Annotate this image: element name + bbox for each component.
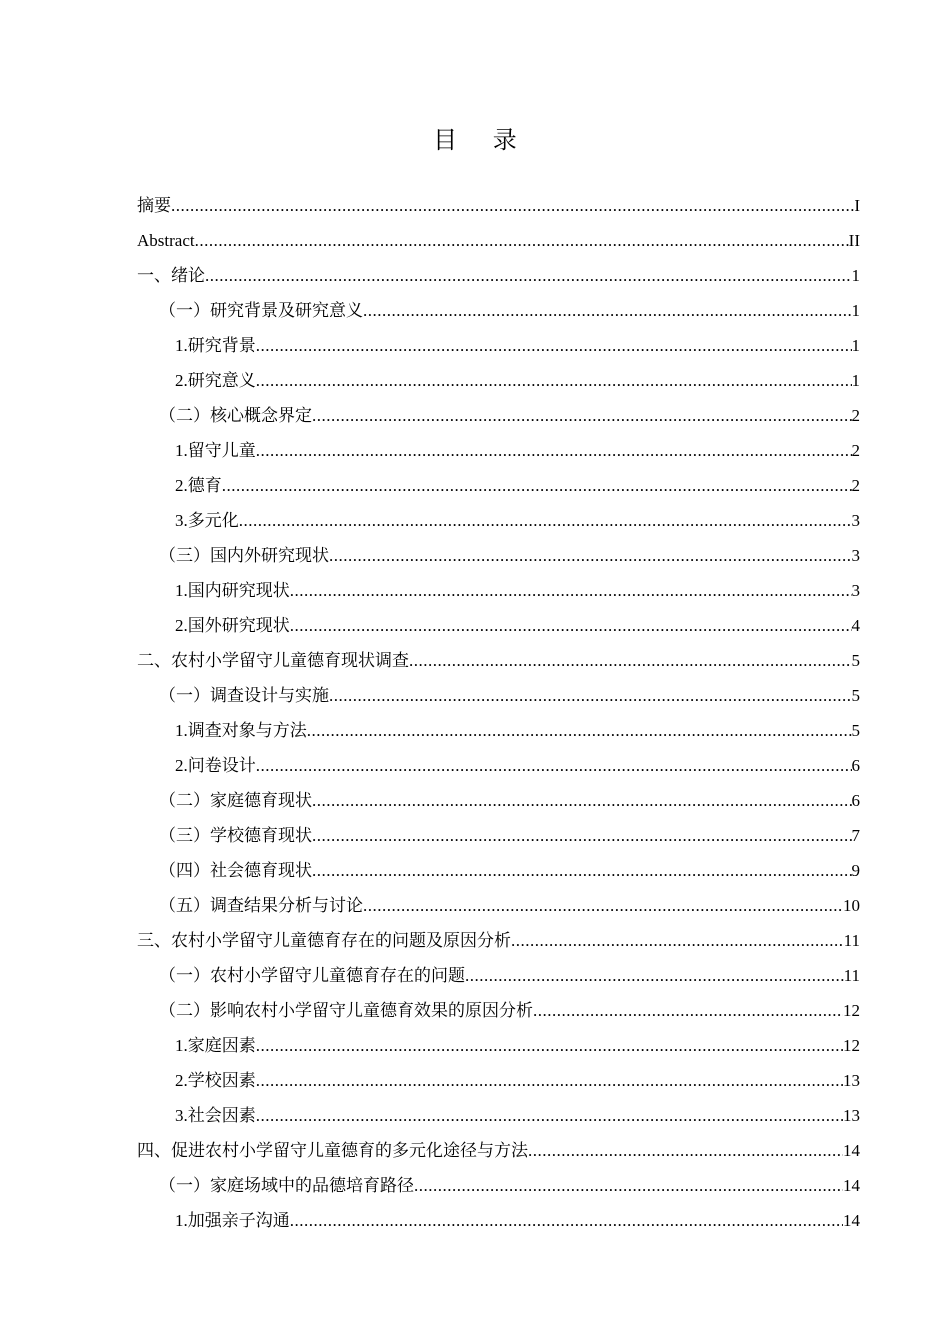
toc-entry-label: （一）研究背景及研究意义 [159,301,363,320]
dot-leader [256,363,852,398]
toc-entry[interactable] [137,468,860,503]
toc-entry-label: 2.问卷设计 [175,756,256,775]
toc-entry-label: （二）家庭德育现状 [159,791,312,810]
toc-entry[interactable] [137,1133,860,1168]
toc-entry[interactable] [137,433,860,468]
toc-entry[interactable] [137,678,860,713]
toc-entry-page: 14 [843,1176,860,1195]
toc-entry-label: （五）调查结果分析与讨论 [159,896,363,915]
toc-entry-label: 2.学校因素 [175,1071,256,1090]
toc-entry[interactable] [137,643,860,678]
toc-entry[interactable] [137,923,860,958]
dot-leader [312,818,852,853]
dot-leader [307,713,852,748]
toc-entry-page: 1 [851,266,860,285]
toc-entry-label: （二）影响农村小学留守儿童德育效果的原因分析 [159,1001,533,1020]
toc-entry[interactable] [137,993,860,1028]
toc-entry-page: 13 [843,1071,860,1090]
dot-leader [222,468,852,503]
toc-entry-page: 12 [843,1036,860,1055]
toc-entry[interactable] [137,188,860,223]
toc-entry-page: 13 [843,1106,860,1125]
toc-entry[interactable] [137,258,860,293]
dot-leader [256,1063,843,1098]
toc-entry-page: 6 [851,791,860,810]
dot-leader [205,258,852,293]
toc-entry[interactable] [137,713,860,748]
toc-entry-page: 6 [851,756,860,775]
toc-entry-page: 9 [851,861,860,880]
toc-entry-label: 1.加强亲子沟通 [175,1211,290,1230]
toc-entry-page: 12 [843,1001,860,1020]
toc-entry-page: 5 [851,686,860,705]
toc-entry-page: 11 [843,966,860,985]
dot-leader [312,783,852,818]
dot-leader [290,608,852,643]
toc-entry-label: 二、农村小学留守儿童德育现状调查 [137,651,409,670]
toc-entry-page: 10 [843,896,860,915]
toc-entry[interactable] [137,223,860,258]
toc-entry-page: 2 [851,476,860,495]
toc-entry[interactable] [137,573,860,608]
toc-entry[interactable] [137,853,860,888]
toc-entry-label: （一）家庭场域中的品德培育路径 [159,1176,414,1195]
dot-leader [312,853,852,888]
toc-entry-label: 2.德育 [175,476,222,495]
dot-leader [409,643,852,678]
toc-entry[interactable] [137,608,860,643]
dot-leader [256,1028,843,1063]
toc-entry-label: （二）核心概念界定 [159,406,312,425]
toc-entry[interactable] [137,888,860,923]
toc-entry[interactable] [137,328,860,363]
toc-entry-page: 2 [851,406,860,425]
dot-leader [195,223,849,258]
toc-entry-label: 2.国外研究现状 [175,616,290,635]
toc-entry-page: 4 [851,616,860,635]
toc-entry-page: 2 [851,441,860,460]
toc-entry-page: 11 [843,931,860,950]
dot-leader [465,958,844,993]
toc-entry-page: 1 [851,371,860,390]
toc-entry-page: II [848,231,860,250]
dot-leader [414,1168,843,1203]
toc-entry-page: 3 [851,581,860,600]
toc-entry-label: （三）国内外研究现状 [159,546,329,565]
toc-entry-label: 1.调查对象与方法 [175,721,307,740]
toc-entry-page: 1 [851,336,860,355]
toc-entry[interactable] [137,398,860,433]
toc-entry[interactable] [137,363,860,398]
dot-leader [312,398,852,433]
toc-entry-label: 1.家庭因素 [175,1036,256,1055]
toc-entry[interactable] [137,783,860,818]
toc-entry-page: 1 [851,301,860,320]
dot-leader [329,538,852,573]
dot-leader [511,923,844,958]
toc-entry[interactable] [137,503,860,538]
dot-leader [329,678,852,713]
dot-leader [256,1098,843,1133]
dot-leader [239,503,852,538]
toc-entry-label: 1.国内研究现状 [175,581,290,600]
toc-entry[interactable] [137,538,860,573]
toc-entry[interactable] [137,1203,860,1238]
toc-entry-label: 2.研究意义 [175,371,256,390]
dot-leader [290,573,852,608]
toc-entry-page: 5 [851,721,860,740]
dot-leader [256,433,852,468]
toc-entry[interactable] [137,748,860,783]
toc-entry-label: 3.社会因素 [175,1106,256,1125]
toc-entry-page: 7 [851,826,860,845]
page-title: 目 录 [433,126,531,154]
toc-entry[interactable] [137,818,860,853]
dot-leader [256,748,852,783]
toc-entry-page: 3 [851,511,860,530]
dot-leader [528,1133,843,1168]
toc-entry-page: 3 [851,546,860,565]
toc-entry-page: I [854,196,860,215]
toc-entry-label: （四）社会德育现状 [159,861,312,880]
toc-entry-label: 一、绪论 [137,266,205,285]
toc-entry-label: 四、促进农村小学留守儿童德育的多元化途径与方法 [137,1141,528,1160]
toc-entry-page: 5 [851,651,860,670]
toc-entry[interactable] [137,1028,860,1063]
toc-entry-page: 14 [843,1211,860,1230]
dot-leader [256,328,852,363]
toc-entry-label: 摘要 [137,196,171,215]
toc-entry-label: 3.多元化 [175,511,239,530]
dot-leader [363,293,852,328]
toc-entry[interactable] [137,1168,860,1203]
toc-entry-label: （一）调查设计与实施 [159,686,329,705]
dot-leader [171,188,854,223]
dot-leader [290,1203,843,1238]
toc-entry-label: （三）学校德育现状 [159,826,312,845]
dot-leader [533,993,843,1028]
dot-leader [363,888,843,923]
toc-entry-label: 三、农村小学留守儿童德育存在的问题及原因分析 [137,931,511,950]
toc-entry-label: Abstract [137,231,195,250]
toc-entry-label: 1.留守儿童 [175,441,256,460]
toc-entry-label: （一）农村小学留守儿童德育存在的问题 [159,966,465,985]
toc-list [137,188,860,1238]
toc-entry[interactable] [137,958,860,993]
toc-entry-page: 14 [843,1141,860,1160]
toc-entry-label: 1.研究背景 [175,336,256,355]
toc-entry[interactable] [137,293,860,328]
toc-entry[interactable] [137,1063,860,1098]
toc-entry[interactable] [137,1098,860,1133]
